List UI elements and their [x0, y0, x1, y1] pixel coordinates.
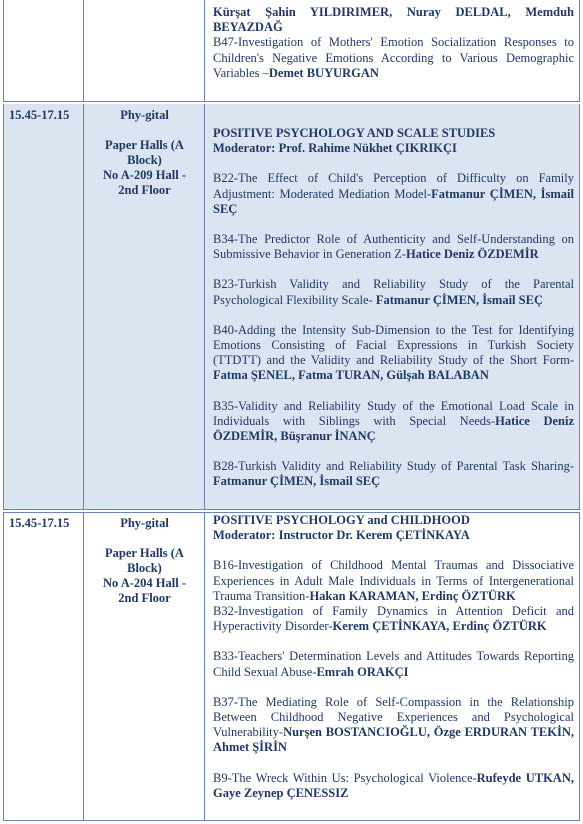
venue-line: 2nd Floor [118, 183, 171, 197]
paper-authors: Emrah ORAKÇI [316, 664, 409, 679]
paper-entry [213, 323, 574, 384]
paper-title: B33-Teachers' Determination Levels and Attitudes Towards Reporting Child Sexual Abuse- [213, 649, 574, 679]
paper-entry [213, 771, 574, 801]
paper-title: B22-The Effect of Child's Perception of Difficulty on Family Adjustment: Moderated Mediation Model- [213, 171, 574, 201]
paper-title: B37-The Mediating Role of Self-Compassion in the Relationship Between Childhood Negative Experiences and Psychological Vulnerability- [213, 694, 574, 740]
venue-cell [84, 512, 205, 820]
session-content-cell [205, 104, 580, 509]
paper-title: B9-The Wreck Within Us: Psychological Violence- [213, 770, 477, 785]
session-row [3, 512, 580, 820]
paper-entry [213, 558, 574, 604]
paper-title: B28-Turkish Validity and Reliability Study of Parental Task Sharing- [213, 459, 574, 474]
time-cell [3, 512, 84, 820]
paper-authors: Kürşat Şahin YILDIRIMER, Nuray DELDAL, Memduh BEYAZDAĞ [213, 5, 574, 35]
paper-title: B23-Turkish Validity and Reliability Study of the Parental Psychological Flexibility Scale- [213, 277, 574, 307]
paper-authors: Hatice Deniz ÖZDEMİR [406, 247, 539, 262]
venue-line: No A-209 Hall - [103, 168, 186, 182]
paper-authors: Fatmanur ÇİMEN, İsmail SEÇ [213, 186, 574, 216]
venue-line: Block) [127, 561, 162, 575]
session-title: POSITIVE PSYCHOLOGY and CHILDHOOD [213, 513, 470, 527]
session-content-cell [205, 0, 580, 101]
paper-entry [213, 695, 574, 756]
paper-title: B35-Validity and Reliability Study of the Emotional Load Scale in Individuals with Siblings with Special Needs- [213, 398, 574, 428]
paper-entry [213, 399, 574, 445]
paper-authors: Fatma ŞENEL, Fatma TURAN, Gülşah BALABAN [213, 368, 489, 383]
session-title: POSITIVE PSYCHOLOGY AND SCALE STUDIES [213, 126, 496, 140]
venue-line: 2nd Floor [118, 591, 171, 605]
paper-title: B16-Investigation of Childhood Mental Traumas and Dissociative Experiences in Adult Male Individuals in Terms of Intergenerational Trauma Transition- [213, 558, 574, 603]
paper-title: B34-The Predictor Role of Authenticity and Self-Understanding on Submissive Behavior in Generation Z- [213, 232, 574, 262]
paper-entry [213, 35, 574, 81]
venue-line: Paper Halls (A [105, 138, 184, 152]
paper-authors: Demet BUYURGAN [268, 65, 379, 80]
venue-line: Paper Halls (A [105, 546, 184, 560]
session-row [3, 104, 580, 509]
session-time: 15.45-17.15 [9, 108, 70, 122]
paper-authors: Fatmanur ÇİMEN, İsmail SEÇ [213, 474, 381, 489]
time-cell [3, 104, 84, 509]
paper-authors: Rufeyde UTKAN, Gaye Zeynep ÇENESSIZ [213, 770, 574, 800]
venue-line: Block) [127, 153, 162, 167]
session-moderator: Moderator: Prof. Rahime Nükhet ÇIKRIKÇI [213, 141, 457, 156]
paper-authors: Fatmanur ÇİMEN, İsmail SEÇ [375, 292, 543, 307]
venue-line: No A-204 Hall - [103, 576, 186, 590]
paper-authors: Kerem ÇETİNKAYA, Erdinç ÖZTÜRK [332, 619, 547, 634]
paper-entry [213, 232, 574, 262]
venue-mode: Phy-gital [120, 516, 169, 530]
paper-authors: Hatice Deniz ÖZDEMİR, Büşranur İNANÇ [213, 413, 574, 444]
paper-entry [213, 604, 574, 634]
paper-title: B32-Investigation of Family Dynamics in Attention Deficit and Hyperactivity Disorder- [213, 604, 574, 634]
paper-authors: Nurşen BOSTANCIOĞLU, Özge ERDURAN TEKİN, Ahmet ŞİRİN [213, 725, 574, 755]
paper-title: B40-Adding the Intensity Sub-Dimension to the Test for Identifying Emotions Consisting of Facial Expressions in Turkish Society (TTDTT) and the Validity and Reliability Study of the Short Form- [213, 322, 574, 368]
session-content-cell [205, 512, 580, 820]
paper-title: B47-Investigation of Mothers' Emotion Socialization Responses to Children's Negative Emotions According to Various Demographic Variables – [213, 35, 574, 80]
session-time: 15.45-17.15 [9, 516, 70, 530]
paper-entry [213, 459, 574, 489]
table-row [3, 0, 580, 101]
paper-entry [213, 171, 574, 217]
paper-authors: Hakan KARAMAN, Erdinç ÖZTÜRK [309, 588, 516, 603]
paper-entry [213, 277, 574, 307]
venue-mode: Phy-gital [120, 108, 169, 122]
session-moderator: Moderator: Instructor Dr. Kerem ÇETİNKAYA [213, 528, 470, 543]
paper-entry [213, 649, 574, 679]
venue-cell [84, 104, 205, 509]
